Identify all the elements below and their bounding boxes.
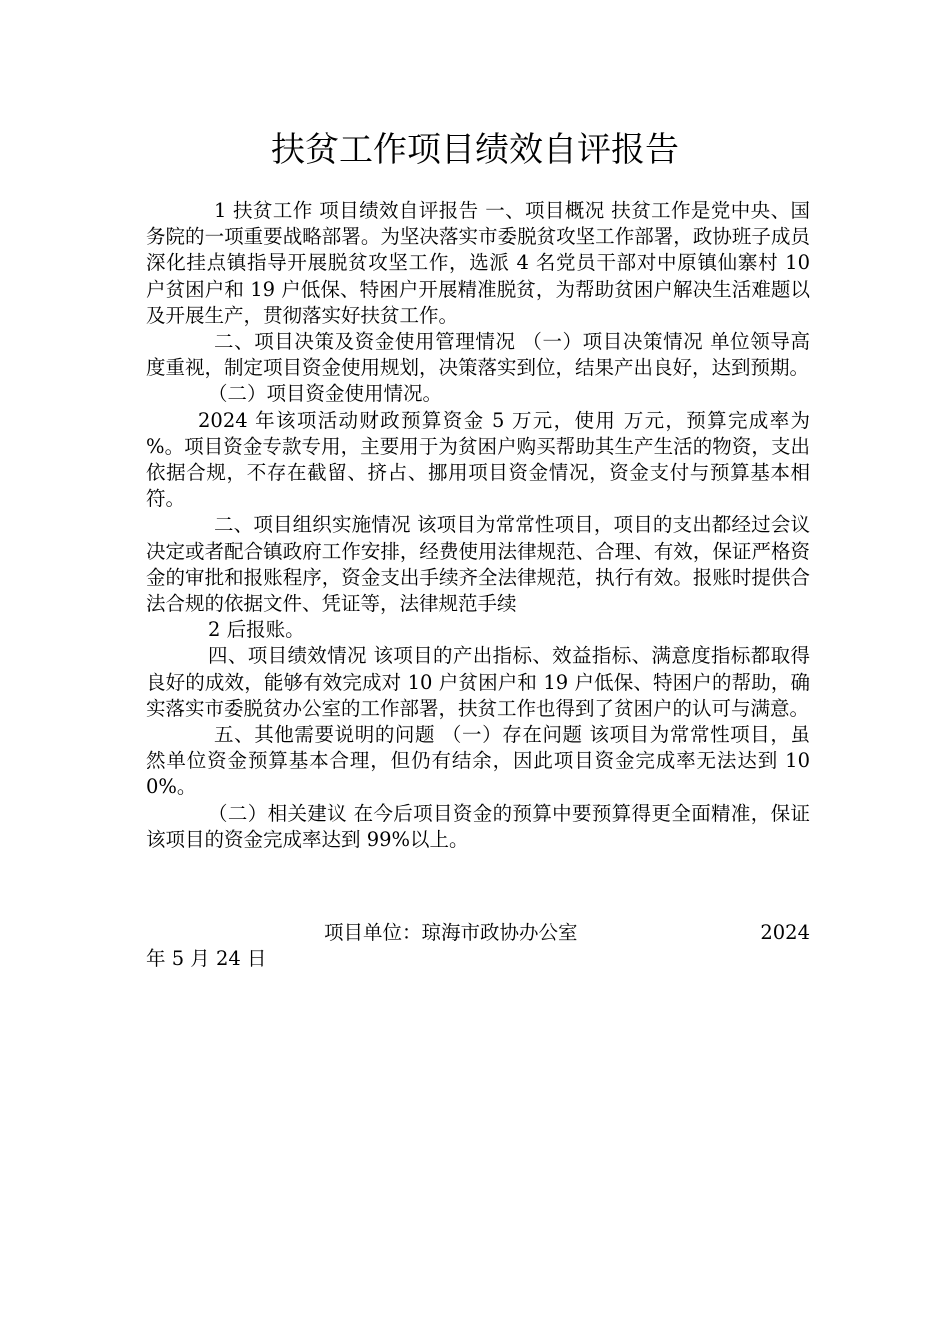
document-title: 扶贫工作项目绩效自评报告 [271,130,679,170]
document-body [146,198,810,853]
paragraph-performance: 四、项目绩效情况 该项目的产出指标、效益指标、满意度指标都取得良好的成效，能够有效完成对 10 户贫困户和 19 户低保、特困户的帮助，确实落实市委脱贫办公室的工作部署，扶贫工作也得到了贫困户的认可与满意。 [146,644,810,720]
paragraph-implementation: 二、项目组织实施情况 该项目为常常性项目，项目的支出都经过会议决定或者配合镇政府工作安排，经费使用法律规范、合理、有效，保证严格资金的审批和报账程序，资金支出手续齐全法律规范，执行有效。报账时提供合法合规的依据文件、凭证等，法律规范手续 [146,513,810,616]
signature-line [146,920,810,946]
signature-date: 年 5 月 24 日 [146,947,267,971]
paragraph-fund-usage: 2024 年该项活动财政预算资金 5 万元，使用 万元，预算完成率为 %。项目资金专款专用，主要用于为贫困户购买帮助其生产生活的物资，支出依据合规，不存在截留、挤占、挪用项目资金情况，资金支付与预算基本相符。 [146,408,810,511]
signature-unit: 项目单位：琼海市政协办公室 [324,921,578,944]
paragraph-fund-heading: （二）项目资金使用情况。 [208,382,443,406]
paragraph-decision: 二、项目决策及资金使用管理情况 （一）项目决策情况 单位领导高度重视，制定项目资金使用规划，决策落实到位，结果产出良好，达到预期。 [146,330,810,380]
signature-year: 2024 [760,921,810,944]
paragraph-suggestions: （二）相关建议 在今后项目资金的预算中要预算得更全面精准，保证该项目的资金完成率达到 99%以上。 [146,801,810,851]
paragraph-overview: 1 扶贫工作 项目绩效自评报告 一、项目概况 扶贫工作是党中央、国务院的一项重要战略部署。为坚决落实市委脱贫攻坚工作部署，政协班子成员深化挂点镇指导开展脱贫攻坚工作，选派 4 名党员干部对中原镇仙寨村 10 户贫困户和 19 户低保、特困户开展精准脱贫，为帮助贫困户解决生活难题以及开展生产，贯彻落实好扶贫工作。 [146,199,810,327]
paragraph-issues: 五、其他需要说明的问题 （一）存在问题 该项目为常常性项目，虽然单位资金预算基本合理，但仍有结余，因此项目资金完成率无法达到 100%。 [146,723,810,799]
signature-block [146,920,810,972]
paragraph-page-break: 2 后报账。 [208,618,305,642]
